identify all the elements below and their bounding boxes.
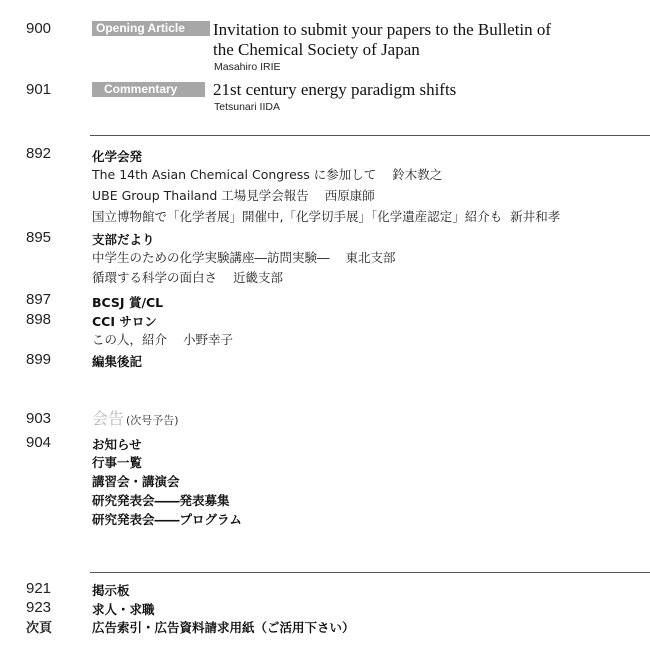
- notice-item[interactable]: 行事一覧: [92, 455, 143, 470]
- back-item[interactable]: 掲示板: [92, 583, 130, 598]
- section-title[interactable]: BCSJ 賞/CL: [92, 295, 164, 310]
- notice-item[interactable]: 研究発表会――発表募集: [92, 493, 230, 508]
- article-title[interactable]: [213, 20, 551, 60]
- page-number: 903: [26, 410, 52, 427]
- list-item[interactable]: [92, 186, 375, 204]
- notice-item[interactable]: お知らせ: [92, 437, 142, 452]
- page-number: 904: [26, 434, 52, 451]
- notice-item[interactable]: 講習会・講演会: [92, 474, 180, 489]
- article-author: Masahiro IRIE: [214, 61, 281, 73]
- opening-article-badge: Opening Article: [92, 21, 210, 36]
- item-text: 循環する科学の面白さ: [92, 270, 218, 285]
- notice-heading[interactable]: [92, 406, 179, 429]
- page-number: 921: [26, 580, 52, 597]
- divider: [90, 572, 650, 573]
- commentary-badge: Commentary: [92, 82, 205, 97]
- item-text: この人，紹介: [92, 332, 168, 347]
- page-number: 900: [26, 20, 52, 37]
- item-text: 国立博物館で「化学者展」開催中,「化学切手展」「化学遺産認定」紹介も: [92, 209, 503, 224]
- page-number: 895: [26, 229, 52, 246]
- list-item[interactable]: [92, 207, 560, 225]
- item-author: 西原康師: [324, 188, 375, 203]
- divider: [90, 135, 650, 136]
- section-title[interactable]: CCI サロン: [92, 314, 157, 329]
- page-number: 901: [26, 81, 52, 98]
- notice-heading-note: (次号予告): [126, 414, 179, 427]
- list-item[interactable]: [92, 268, 283, 286]
- article-title-line: Invitation to submit your papers to the Bulletin of: [213, 20, 552, 39]
- item-author: 小野幸子: [183, 332, 234, 347]
- item-author: 近畿支部: [233, 270, 284, 285]
- section-title[interactable]: 編集後記: [92, 354, 143, 369]
- article-title[interactable]: 21st century energy paradigm shifts: [213, 80, 457, 99]
- section-title[interactable]: 化学会発: [92, 149, 143, 164]
- notice-heading-text: 会告: [92, 409, 125, 428]
- page-number: 899: [26, 351, 52, 368]
- item-text: UBE Group Thailand 工場見学会報告: [92, 188, 309, 203]
- page-number: 898: [26, 311, 52, 328]
- list-item[interactable]: [92, 330, 233, 348]
- page-number: 次頁: [26, 621, 53, 636]
- page-number: 923: [26, 599, 52, 616]
- list-item[interactable]: [92, 165, 442, 183]
- article-title-line: the Chemical Society of Japan: [213, 40, 420, 59]
- item-text: 中学生のための化学実験講座―訪問実験―: [92, 250, 330, 265]
- page-number: 892: [26, 145, 52, 162]
- back-item[interactable]: 求人・求職: [92, 602, 155, 617]
- item-author: 新井和孝: [510, 209, 561, 224]
- list-item[interactable]: [92, 248, 396, 266]
- item-author: 鈴木教之: [392, 167, 443, 182]
- page-number: 897: [26, 291, 52, 308]
- notice-item[interactable]: 研究発表会――プログラム: [92, 512, 242, 527]
- item-author: 東北支部: [345, 250, 396, 265]
- section-title[interactable]: 支部だより: [92, 232, 155, 247]
- back-item[interactable]: 広告索引・広告資料請求用紙（ご活用下さい）: [92, 620, 355, 635]
- article-author: Tetsunari IIDA: [214, 101, 280, 113]
- item-text: The 14th Asian Chemical Congress に参加して: [92, 167, 377, 182]
